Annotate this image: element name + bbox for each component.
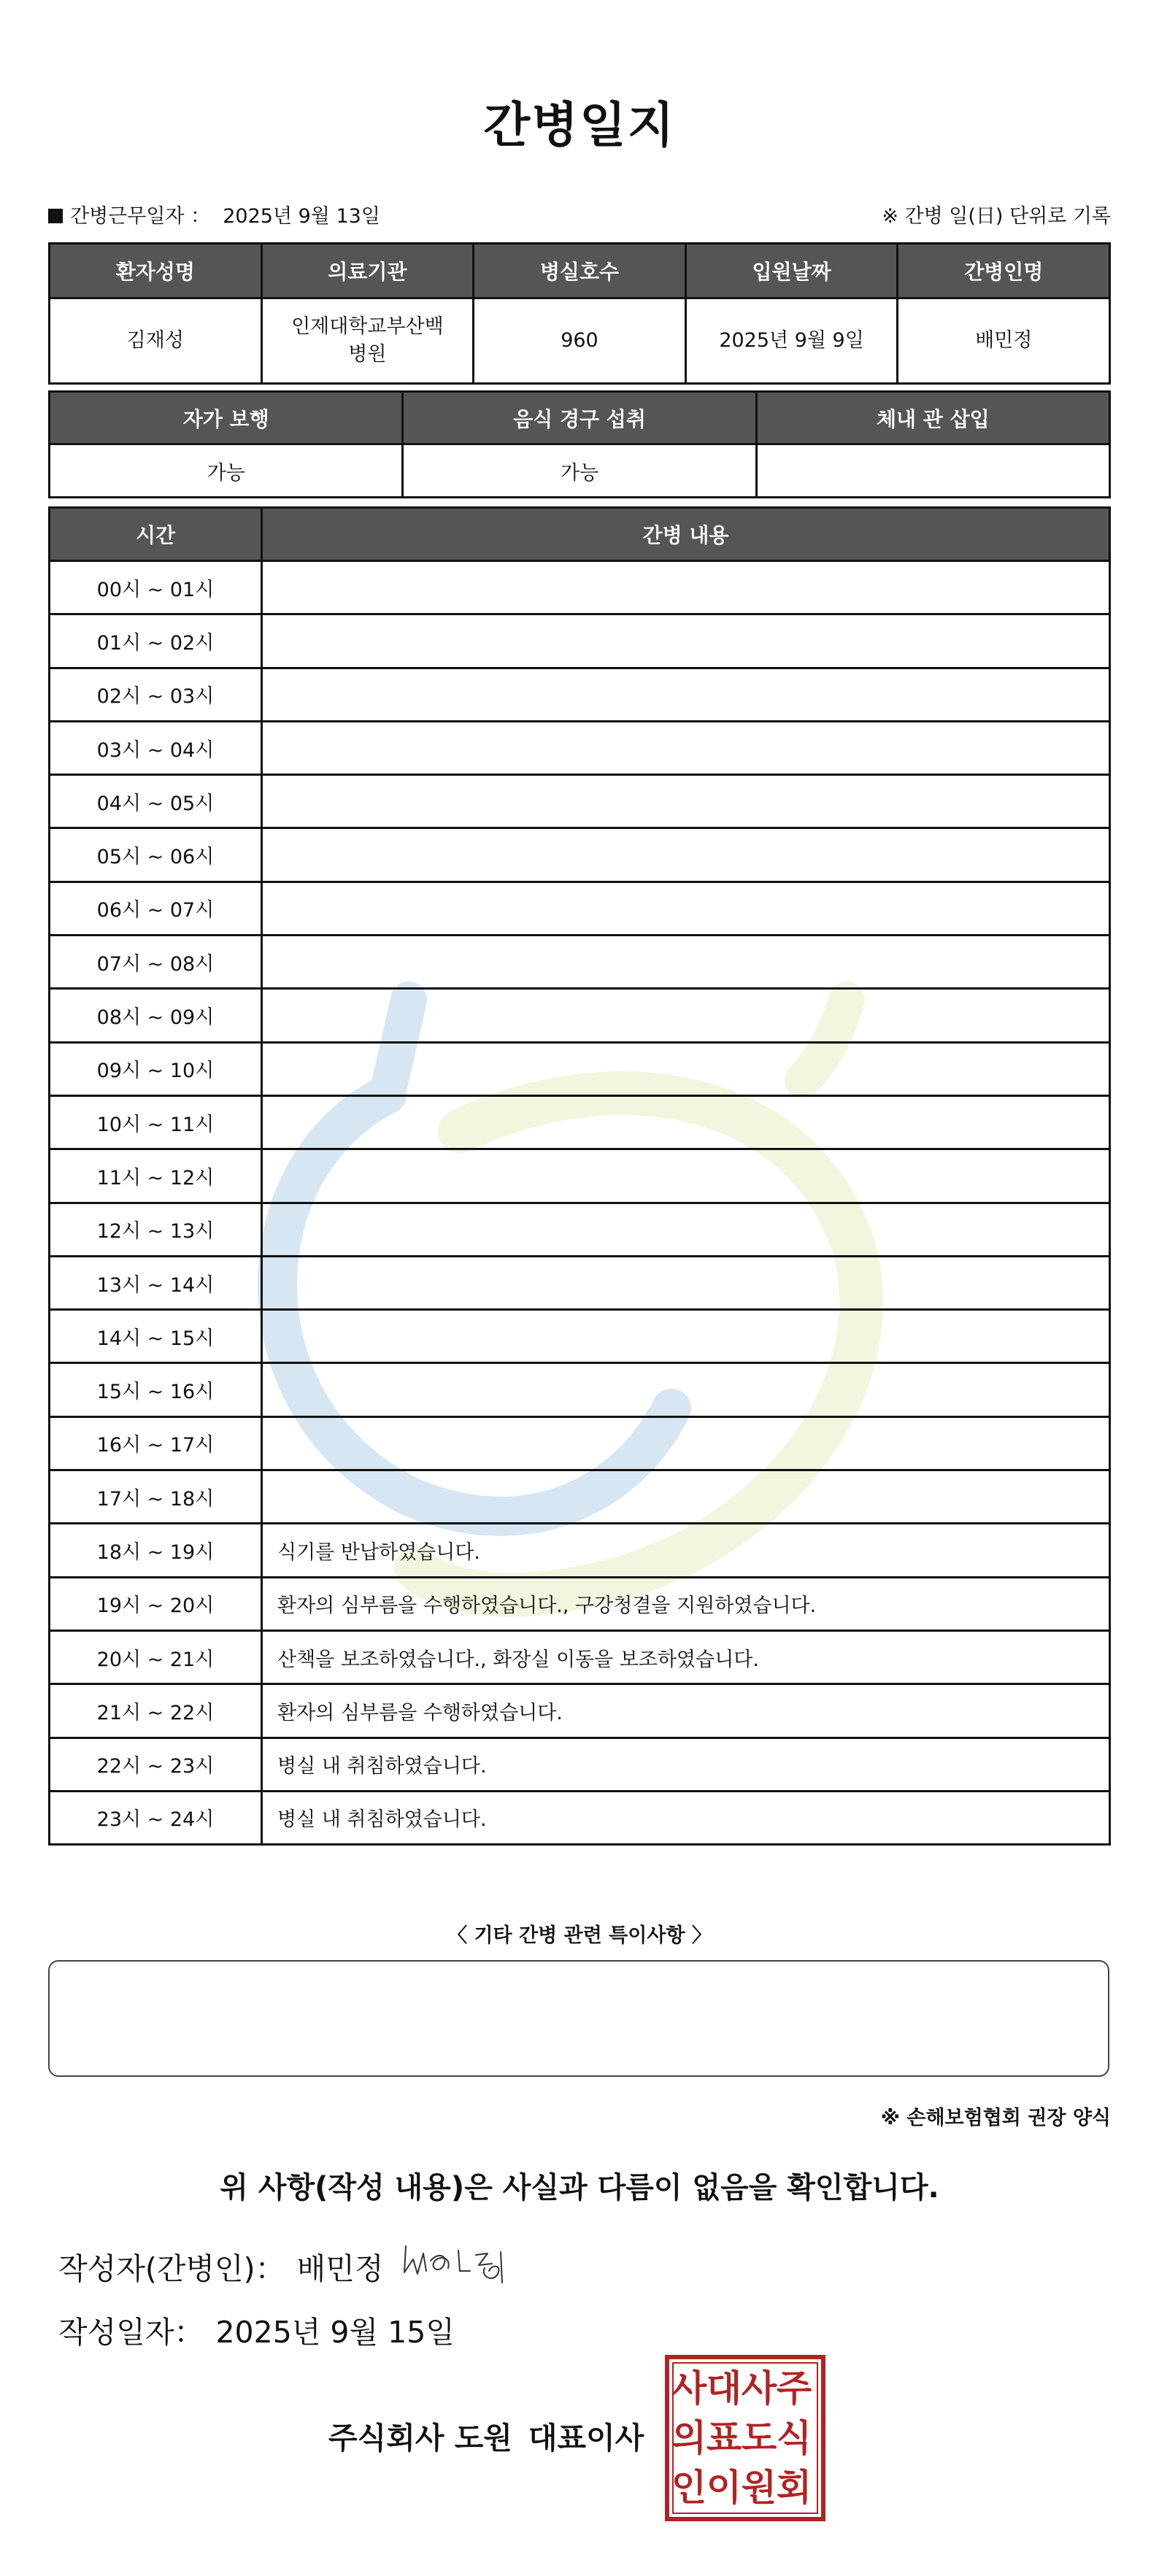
table-row bbox=[50, 1310, 1110, 1363]
company-seal bbox=[664, 2354, 826, 2522]
time-slot: 08시 ~ 09시 bbox=[50, 989, 262, 1042]
table-row bbox=[50, 1791, 1110, 1844]
square-bullet-icon bbox=[48, 209, 63, 223]
time-slot: 21시 ~ 22시 bbox=[50, 1684, 262, 1738]
work-date-label: 간병근무일자 ： bbox=[70, 205, 211, 228]
care-content bbox=[262, 668, 1110, 721]
table-row bbox=[50, 1095, 1110, 1149]
care-content bbox=[262, 989, 1110, 1042]
room-number: 960 bbox=[474, 298, 686, 384]
company-name: 주식회사 도원 bbox=[328, 2421, 512, 2456]
care-content bbox=[262, 614, 1110, 668]
care-content bbox=[262, 775, 1110, 828]
table-row bbox=[50, 721, 1110, 774]
time-slot: 01시 ~ 02시 bbox=[50, 614, 262, 668]
care-content bbox=[262, 1256, 1110, 1309]
care-content bbox=[262, 1310, 1110, 1363]
care-content: 산책을 보조하였습니다., 화장실 이동을 보조하였습니다. bbox=[262, 1630, 1110, 1684]
caregiver-name: 배민정 bbox=[898, 298, 1110, 384]
company-line bbox=[328, 2414, 644, 2457]
time-slot: 03시 ~ 04시 bbox=[50, 721, 262, 774]
care-content bbox=[262, 721, 1110, 774]
writer-name: 배민정 bbox=[296, 2251, 384, 2286]
time-slot: 04시 ~ 05시 bbox=[50, 775, 262, 828]
time-slot: 20시 ~ 21시 bbox=[50, 1630, 262, 1684]
table-row bbox=[50, 1630, 1110, 1684]
table-row bbox=[50, 1042, 1110, 1095]
header-tube-insertion: 체내 관 삽입 bbox=[756, 392, 1109, 444]
table-row bbox=[50, 1363, 1110, 1416]
time-slot: 09시 ~ 10시 bbox=[50, 1042, 262, 1095]
header-self-walking: 자가 보행 bbox=[50, 392, 403, 444]
header-time: 시간 bbox=[50, 508, 262, 561]
time-slot: 06시 ~ 07시 bbox=[50, 882, 262, 935]
other-notes-label: 〈 기타 간병 관련 특이사항 〉 bbox=[447, 1924, 712, 1947]
admission-date: 2025년 9월 9일 bbox=[685, 298, 898, 384]
time-slot: 19시 ~ 20시 bbox=[50, 1577, 262, 1630]
patient-status-table bbox=[48, 390, 1111, 498]
representative-title: 대표이사 bbox=[528, 2421, 644, 2456]
time-slot: 15시 ~ 16시 bbox=[50, 1363, 262, 1416]
care-content bbox=[262, 828, 1110, 882]
seal-character: 대 bbox=[706, 2367, 742, 2410]
handwritten-signature bbox=[400, 2239, 524, 2291]
seal-character: 식 bbox=[776, 2417, 812, 2459]
seal-character: 사 bbox=[741, 2367, 777, 2410]
record-unit-note: ※ 간병 일(日) 단위로 기록 bbox=[882, 205, 1111, 228]
table-row bbox=[50, 1684, 1110, 1738]
time-slot: 18시 ~ 19시 bbox=[50, 1524, 262, 1577]
writer-line bbox=[58, 2245, 383, 2288]
table-row bbox=[50, 1149, 1110, 1203]
care-content bbox=[262, 561, 1110, 614]
care-content bbox=[262, 1416, 1110, 1470]
care-content bbox=[262, 1149, 1110, 1203]
work-date bbox=[48, 200, 380, 228]
oral-intake-value: 가능 bbox=[403, 444, 756, 498]
care-content: 환자의 심부름을 수행하였습니다. bbox=[262, 1684, 1110, 1738]
table-row bbox=[50, 1470, 1110, 1524]
patient-name: 김재성 bbox=[50, 298, 262, 384]
care-content bbox=[262, 1095, 1110, 1149]
other-notes-box bbox=[48, 1960, 1109, 2077]
care-log-table bbox=[48, 506, 1111, 1846]
seal-character: 이 bbox=[706, 2467, 742, 2509]
seal-character: 의 bbox=[671, 2417, 707, 2459]
written-date-value: 2025년 9월 15일 bbox=[215, 2315, 455, 2350]
seal-character: 회 bbox=[776, 2467, 812, 2509]
care-content bbox=[262, 1042, 1110, 1095]
time-slot: 12시 ~ 13시 bbox=[50, 1203, 262, 1256]
seal-character: 도 bbox=[741, 2417, 777, 2459]
table-row bbox=[50, 668, 1110, 721]
seal-character: 주 bbox=[776, 2367, 812, 2410]
tube-insertion-value bbox=[756, 444, 1109, 498]
writer-label: 작성자(간병인)： bbox=[58, 2251, 285, 2286]
time-slot: 23시 ~ 24시 bbox=[50, 1791, 262, 1844]
table-row bbox=[50, 1524, 1110, 1577]
source-note: ※ 손해보험협회 권장 양식 bbox=[880, 2107, 1111, 2129]
header-admission-date: 입원날짜 bbox=[685, 244, 898, 298]
seal-character: 원 bbox=[741, 2467, 777, 2509]
header-caregiver-name: 간병인명 bbox=[898, 244, 1110, 298]
time-slot: 11시 ~ 12시 bbox=[50, 1149, 262, 1203]
confirmation-statement: 위 사항(작성 내용)은 사실과 다름이 없음을 확인합니다. bbox=[220, 2171, 939, 2205]
written-date-label: 작성일자： bbox=[58, 2315, 204, 2350]
care-content: 병실 내 취침하였습니다. bbox=[262, 1738, 1110, 1791]
table-row bbox=[50, 882, 1110, 935]
table-row bbox=[50, 1203, 1110, 1256]
table-row bbox=[50, 828, 1110, 882]
hospital-name: 인제대학교부산백병원 bbox=[261, 298, 474, 384]
table-row bbox=[50, 989, 1110, 1042]
header-patient-name: 환자성명 bbox=[50, 244, 262, 298]
table-row bbox=[50, 1738, 1110, 1791]
care-content bbox=[262, 1363, 1110, 1416]
care-content: 병실 내 취침하였습니다. bbox=[262, 1791, 1110, 1844]
header-hospital: 의료기관 bbox=[261, 244, 474, 298]
seal-character: 사 bbox=[671, 2367, 707, 2410]
time-slot: 10시 ~ 11시 bbox=[50, 1095, 262, 1149]
table-row bbox=[50, 1577, 1110, 1630]
table-row bbox=[50, 775, 1110, 828]
care-content bbox=[262, 882, 1110, 935]
care-content: 식기를 반납하였습니다. bbox=[262, 1524, 1110, 1577]
table-row bbox=[50, 1256, 1110, 1309]
time-slot: 14시 ~ 15시 bbox=[50, 1310, 262, 1363]
table-row bbox=[50, 614, 1110, 668]
work-date-value: 2025년 9월 13일 bbox=[223, 205, 380, 228]
time-slot: 22시 ~ 23시 bbox=[50, 1738, 262, 1791]
care-content: 환자의 심부름을 수행하였습니다., 구강청결을 지원하였습니다. bbox=[262, 1577, 1110, 1630]
care-content bbox=[262, 936, 1110, 989]
time-slot: 07시 ~ 08시 bbox=[50, 936, 262, 989]
header-oral-intake: 음식 경구 섭취 bbox=[403, 392, 756, 444]
care-content bbox=[262, 1203, 1110, 1256]
time-slot: 16시 ~ 17시 bbox=[50, 1416, 262, 1470]
time-slot: 02시 ~ 03시 bbox=[50, 668, 262, 721]
document-title: 간병일지 bbox=[483, 97, 676, 153]
header-room: 병실호수 bbox=[474, 244, 686, 298]
written-date-line bbox=[58, 2308, 455, 2351]
time-slot: 13시 ~ 14시 bbox=[50, 1256, 262, 1309]
care-content bbox=[262, 1470, 1110, 1524]
table-row bbox=[50, 1416, 1110, 1470]
table-row bbox=[50, 936, 1110, 989]
self-walking-value: 가능 bbox=[50, 444, 403, 498]
seal-character: 인 bbox=[671, 2467, 707, 2509]
seal-character: 표 bbox=[706, 2417, 742, 2459]
time-slot: 05시 ~ 06시 bbox=[50, 828, 262, 882]
time-slot: 17시 ~ 18시 bbox=[50, 1470, 262, 1524]
time-slot: 00시 ~ 01시 bbox=[50, 561, 262, 614]
patient-info-table bbox=[48, 242, 1111, 385]
header-care-content: 간병 내용 bbox=[262, 508, 1110, 561]
table-row bbox=[50, 561, 1110, 614]
